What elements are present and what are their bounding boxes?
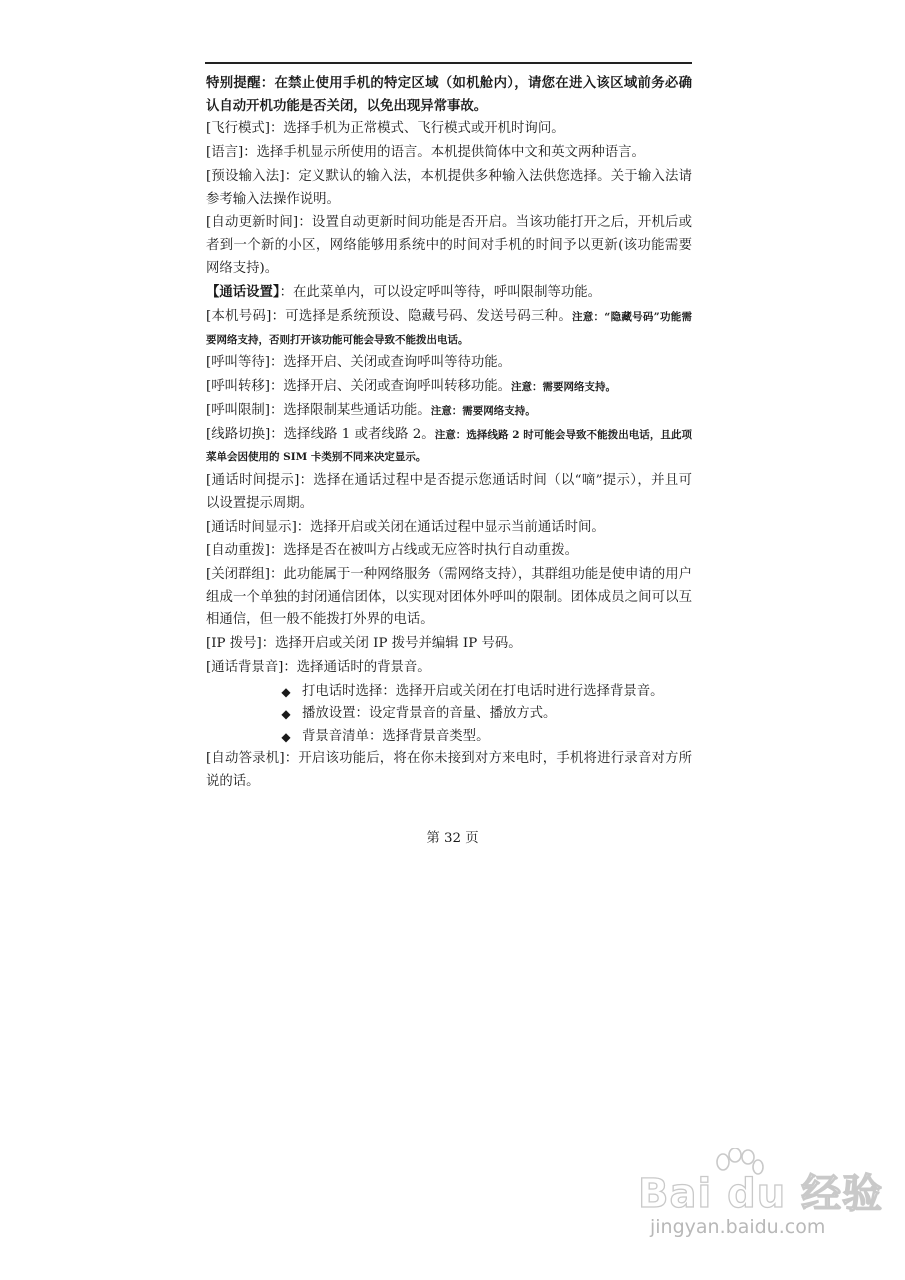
header-rule <box>205 62 692 64</box>
call-divert-note: 注意：需要网络支持。 <box>511 381 617 394</box>
line-switch-note: 注意：选择线路 2 时可能会导致不能拨出电话，且此项菜单会因使用的 SIM 卡类别不同来决定显示。 <box>206 428 692 464</box>
ip-dial-paragraph: [IP 拨号]：选择开启或关闭 IP 拨号并编辑 IP 号码。 <box>206 636 522 652</box>
call-time-display-paragraph: [通话时间显示]：选择开启或关闭在通话过程中显示当前通话时间。 <box>206 519 605 535</box>
diamond-bullet-icon: ◆ <box>281 729 291 744</box>
list-item: ◆ 背景音清单：选择背景音类型。 <box>206 726 692 749</box>
auto-redial-paragraph: [自动重拨]：选择是否在被叫方占线或无应答时执行自动重拨。 <box>206 543 578 559</box>
call-divert-paragraph <box>206 376 692 399</box>
call-barring-note: 注意：需要网络支持。 <box>430 405 536 417</box>
language-paragraph: [语言]：选择手机显示所使用的语言。本机提供简体中文和英文两种语言。 <box>206 145 645 161</box>
own-number-note: 注意：“隐藏号码”功能需要网络支持，否则打开该功能可能会导致不能拨出电话。 <box>206 311 692 346</box>
call-barring-text: [呼叫限制]：选择限制某些通话功能。 <box>206 403 431 418</box>
closed-group-paragraph: [关闭群组]：此功能属于一种网络服务（需网络支持），其群组功能是使申请的用户组成一个单独的封闭通信团体，以实现对团体外呼叫的限制。团体成员之间可以互相通信，但一般不能拨打外界的电话。 <box>206 567 692 628</box>
baidu-jingyan-watermark <box>638 1140 888 1260</box>
bg-sound-paragraph: [通话背景音]：选择通话时的背景音。 <box>206 659 431 675</box>
bg-sound-options-list <box>206 681 692 749</box>
line-switch-paragraph <box>206 424 692 469</box>
document-body <box>206 72 692 795</box>
watermark-url: jingyan.baidu.com <box>650 1216 826 1238</box>
call-waiting-paragraph: [呼叫等待]：选择开启、关闭或查询呼叫等待功能。 <box>206 355 512 371</box>
call-settings-intro: ：在此菜单内，可以设定呼叫等待，呼叫限制等功能。 <box>279 285 602 301</box>
call-divert-text: [呼叫转移]：选择开启、关闭或查询呼叫转移功能。 <box>206 379 512 395</box>
call-time-reminder-paragraph: [通话时间提示]：选择在通话过程中是否提示您通话时间（以“嘀”提示），并且可以设置提示周期。 <box>206 473 692 511</box>
flight-mode-paragraph: [飞行模式]：选择手机为正常模式、飞行模式或开机时询问。 <box>206 121 565 137</box>
line-switch-text: [线路切换]：选择线路 1 或者线路 2。 <box>206 426 435 442</box>
input-method-paragraph: [预设输入法]：定义默认的输入法，本机提供多种输入法供您选择。关于输入法请参考输入法操作说明。 <box>206 168 692 207</box>
own-number-text: [本机号码]：可选择是系统预设、隐藏号码、发送号码三种。 <box>206 309 572 325</box>
call-settings-heading: 【通话设置】 <box>206 284 280 301</box>
answering-machine-paragraph: [自动答录机]：开启该功能后，将在你未接到对方来电时，手机将进行录音对方所说的话。 <box>206 751 692 789</box>
warning-paragraph: 特别提醒：在禁止使用手机的特定区域（如机舱内），请您在进入该区域前务必确认自动开机功能是否关闭，以免出现异常事故。 <box>206 75 692 114</box>
page-number: 第 32 页 <box>426 831 479 846</box>
diamond-bullet-icon: ◆ <box>281 707 291 722</box>
diamond-bullet-icon: ◆ <box>281 684 291 699</box>
call-settings-paragraph <box>206 281 692 305</box>
own-number-paragraph <box>206 306 692 351</box>
watermark-brand: Bai du 经验 <box>638 1171 884 1217</box>
list-item: ◆ 打电话时选择：选择开启或关闭在打电话时进行选择背景音。 <box>206 681 692 704</box>
call-barring-paragraph <box>206 400 692 423</box>
auto-time-paragraph: [自动更新时间]：设置自动更新时间功能是否开启。当该功能打开之后，开机后或者到一个新的小区，网络能够用系统中的时间对手机的时间予以更新(该功能需要网络支持)。 <box>206 215 692 276</box>
list-item: ◆ 播放设置：设定背景音的音量、播放方式。 <box>206 703 692 726</box>
